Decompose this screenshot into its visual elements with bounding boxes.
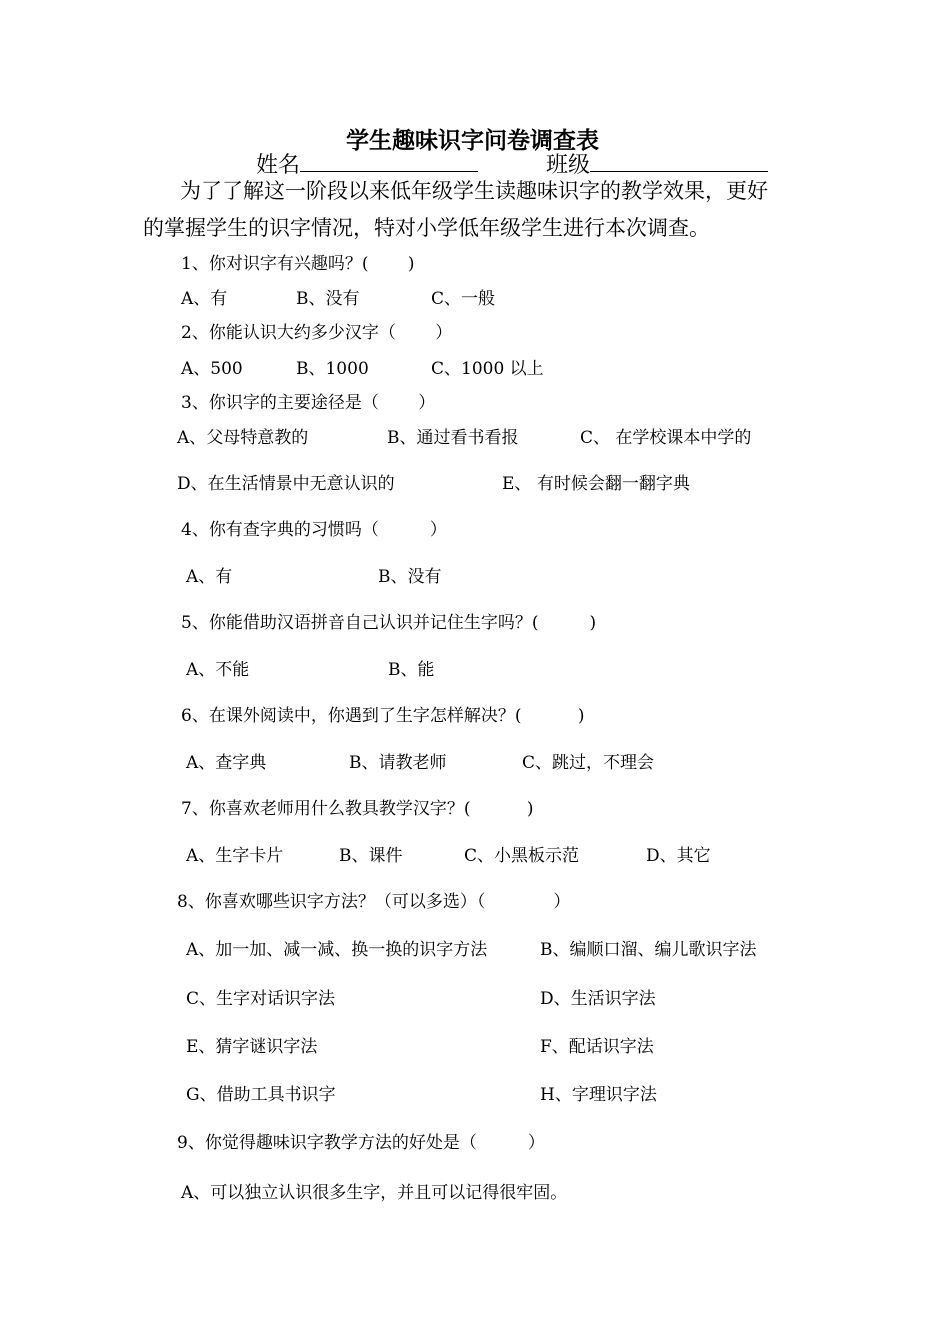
q7-option-b[interactable]: B、课件 — [339, 846, 403, 866]
question-2: 2、你能认识大约多少汉字（ ） — [181, 323, 453, 343]
q6-option-c[interactable]: C、跳过，不理会 — [522, 753, 655, 773]
intro-line-1: 为了了解这一阶段以来低年级学生读趣味识字的教学效果，更好 — [180, 179, 768, 203]
q7-option-d[interactable]: D、其它 — [646, 846, 711, 866]
question-4: 4、你有查字典的习惯吗（ ） — [181, 520, 447, 540]
q8-option-h[interactable]: H、字理识字法 — [540, 1085, 657, 1105]
q6-option-b[interactable]: B、请教老师 — [349, 753, 447, 773]
name-label: 姓名 — [256, 153, 301, 178]
q7-option-a[interactable]: A、生字卡片 — [186, 846, 284, 866]
question-8: 8、你喜欢哪些识字方法？（可以多选）（ ） — [177, 892, 571, 912]
q1-option-b[interactable]: B、没有 — [296, 289, 360, 309]
q4-option-a[interactable]: A、有 — [186, 567, 233, 587]
q3-option-c[interactable]: C、 在学校课本中学的 — [580, 428, 752, 448]
q2-option-a[interactable]: A、500 — [181, 359, 243, 379]
intro-line-2: 的掌握学生的识字情况，特对小学低年级学生进行本次调查。 — [143, 216, 710, 240]
class-blank[interactable] — [590, 153, 768, 172]
q1-option-a[interactable]: A、有 — [181, 289, 228, 309]
q4-option-b[interactable]: B、没有 — [378, 567, 442, 587]
question-5: 5、你能借助汉语拼音自己认识并记住生字吗？( ) — [181, 613, 597, 633]
question-1: 1、你对识字有兴趣吗？( ) — [181, 254, 415, 274]
question-7: 7、你喜欢老师用什么教具教学汉字？( ) — [181, 799, 534, 819]
q3-option-d[interactable]: D、在生活情景中无意认识的 — [177, 474, 395, 494]
q1-option-c[interactable]: C、一般 — [431, 289, 496, 309]
question-3: 3、你识字的主要途径是（ ） — [181, 393, 436, 413]
q3-option-b[interactable]: B、通过看书看报 — [387, 428, 519, 448]
q3-option-e[interactable]: E、 有时候会翻一翻字典 — [502, 474, 690, 494]
q8-option-g[interactable]: G、借助工具书识字 — [186, 1085, 336, 1105]
q8-option-a[interactable]: A、加一加、减一减、换一换的识字方法 — [186, 940, 488, 960]
q8-option-f[interactable]: F、配话识字法 — [540, 1037, 654, 1057]
q9-option-a[interactable]: A、可以独立认识很多生字，并且可以记得很牢固。 — [181, 1183, 568, 1203]
q2-option-b[interactable]: B、1000 — [296, 359, 369, 379]
q8-option-c[interactable]: C、生字对话识字法 — [186, 989, 336, 1009]
name-blank[interactable] — [300, 153, 478, 172]
q2-option-c[interactable]: C、1000 以上 — [431, 359, 544, 379]
page-title: 学生趣味识字问卷调查表 — [346, 127, 599, 154]
q8-option-b[interactable]: B、编顺口溜、编儿歌识字法 — [540, 940, 757, 960]
q7-option-c[interactable]: C、小黑板示范 — [464, 846, 580, 866]
q3-option-a[interactable]: A、父母特意教的 — [177, 428, 309, 448]
question-9: 9、你觉得趣味识字教学方法的好处是（ ） — [177, 1133, 545, 1153]
q8-option-e[interactable]: E、猜字谜识字法 — [186, 1037, 318, 1057]
q8-option-d[interactable]: D、生活识字法 — [540, 989, 656, 1009]
q6-option-a[interactable]: A、查字典 — [186, 753, 267, 773]
q5-option-a[interactable]: A、不能 — [186, 660, 250, 680]
class-label: 班级 — [546, 153, 591, 178]
question-6: 6、在课外阅读中，你遇到了生字怎样解决？( ) — [181, 706, 585, 726]
q5-option-b[interactable]: B、能 — [388, 660, 435, 680]
